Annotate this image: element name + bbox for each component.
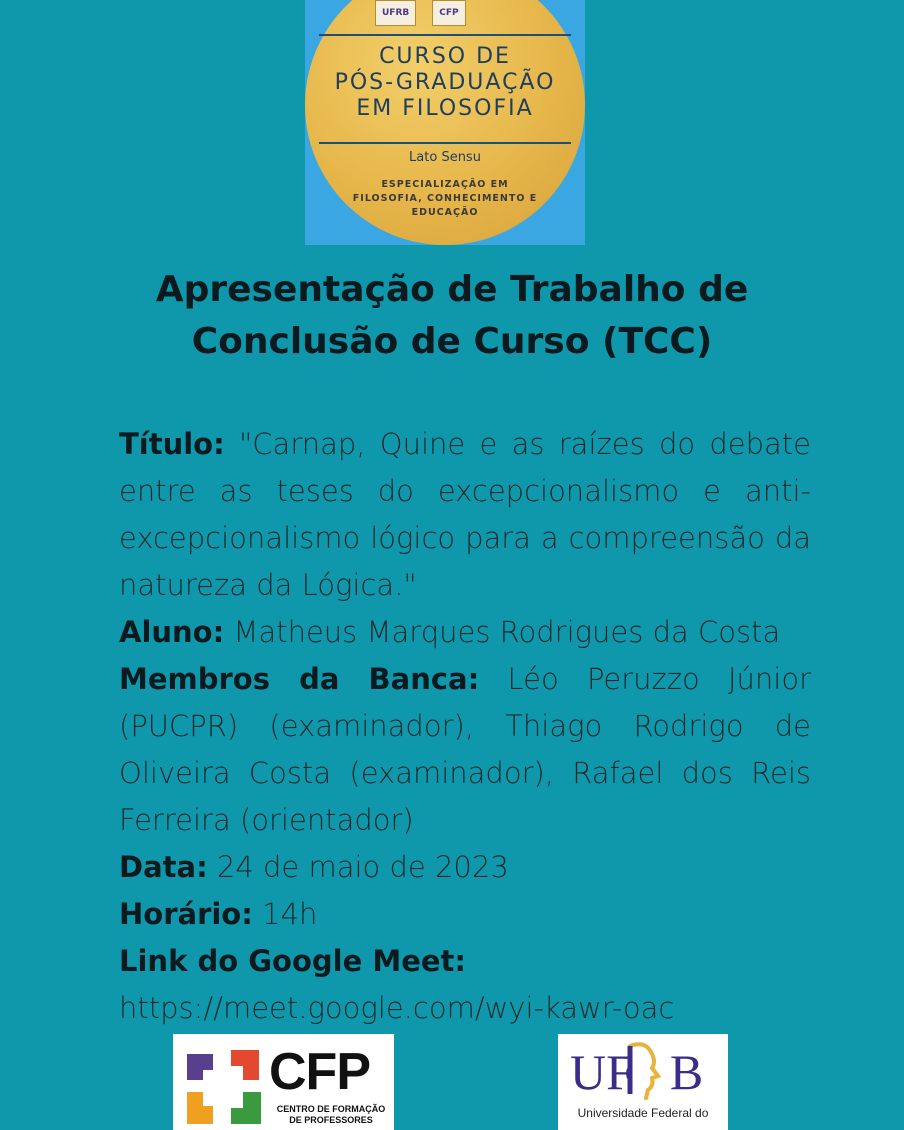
- badge-cfp-logo-text: CFP: [439, 8, 459, 18]
- badge-small-line2: FILOSOFIA, CONHECIMENTO E: [352, 193, 538, 204]
- badge-subtitle: Lato Sensu: [409, 150, 481, 165]
- badge-title-line3: EM FILOSOFIA: [356, 96, 534, 121]
- student-label: Aluno:: [119, 615, 225, 649]
- page-title-line2: Conclusão de Curso (TCC): [191, 321, 713, 362]
- cfp-mark-icon: [183, 1044, 267, 1128]
- badge-title-line2: PÓS-GRADUAÇÃO: [334, 70, 556, 95]
- link-row: [119, 985, 811, 1032]
- badge-ufrb-logo: [375, 0, 416, 26]
- cfp-logo: [173, 1034, 394, 1130]
- badge-small-line1: ESPECIALIZAÇÃO EM: [381, 179, 509, 190]
- page-title-line1: Apresentação de Trabalho de: [155, 269, 749, 310]
- page-title: [80, 264, 824, 368]
- ufrb-subtitle: Universidade Federal do: [577, 1106, 709, 1120]
- cfp-sub-line2: DE PROFESSORES: [289, 1115, 373, 1125]
- course-badge: [305, 0, 585, 245]
- title-label: Título:: [119, 427, 225, 461]
- time-label: Horário:: [119, 897, 253, 931]
- badge-small-line3: EDUCAÇÃO: [411, 207, 479, 218]
- time-row: [119, 891, 811, 938]
- ufrb-name-left: UF: [570, 1044, 634, 1100]
- meet-link[interactable]: https://meet.google.com/wyi-kawr-oac: [119, 991, 675, 1025]
- title-row: [119, 421, 811, 609]
- date-row: [119, 844, 811, 891]
- badge-divider-bottom: [319, 142, 571, 144]
- presentation-details: [119, 421, 811, 1032]
- title-value: "Carnap, Quine e as raízes do debate entre as teses do excepcionalismo e anti-excepcionalismo lógico para a compreensão da natureza da Lógica.": [119, 427, 811, 602]
- student-value: Matheus Marques Rodrigues da Costa: [233, 615, 781, 649]
- badge-ufrb-logo-text: UFRB: [382, 8, 410, 18]
- meet-link-label: Link do Google Meet:: [119, 944, 466, 978]
- date-value: 24 de maio de 2023: [216, 850, 509, 884]
- badge-specialization: [335, 178, 555, 220]
- board-label: Membros da Banca:: [119, 662, 480, 696]
- cfp-subtitle: [271, 1104, 391, 1126]
- badge-title-line1: CURSO DE: [379, 44, 511, 69]
- date-label: Data:: [119, 850, 208, 884]
- ufrb-face-icon: [622, 1038, 666, 1102]
- link-label-row: [119, 938, 811, 985]
- badge-logos: [375, 0, 466, 26]
- time-value: 14h: [262, 897, 318, 931]
- cfp-name: CFP: [269, 1043, 370, 1101]
- badge-cfp-logo: [432, 0, 465, 26]
- board-row: [119, 656, 811, 844]
- board-value: Léo Peruzzo Júnior (PUCPR) (examinador), Thiago Rodrigo de Oliveira Costa (examinador), Rafael dos Reis Ferreira (orientador): [119, 662, 812, 837]
- ufrb-logo: [558, 1034, 728, 1130]
- badge-title: [305, 44, 585, 122]
- cfp-sub-line1: CENTRO DE FORMAÇÃO: [276, 1104, 386, 1114]
- badge-divider-top: [319, 34, 571, 36]
- student-row: [119, 609, 811, 656]
- ufrb-name-right: B: [669, 1044, 704, 1100]
